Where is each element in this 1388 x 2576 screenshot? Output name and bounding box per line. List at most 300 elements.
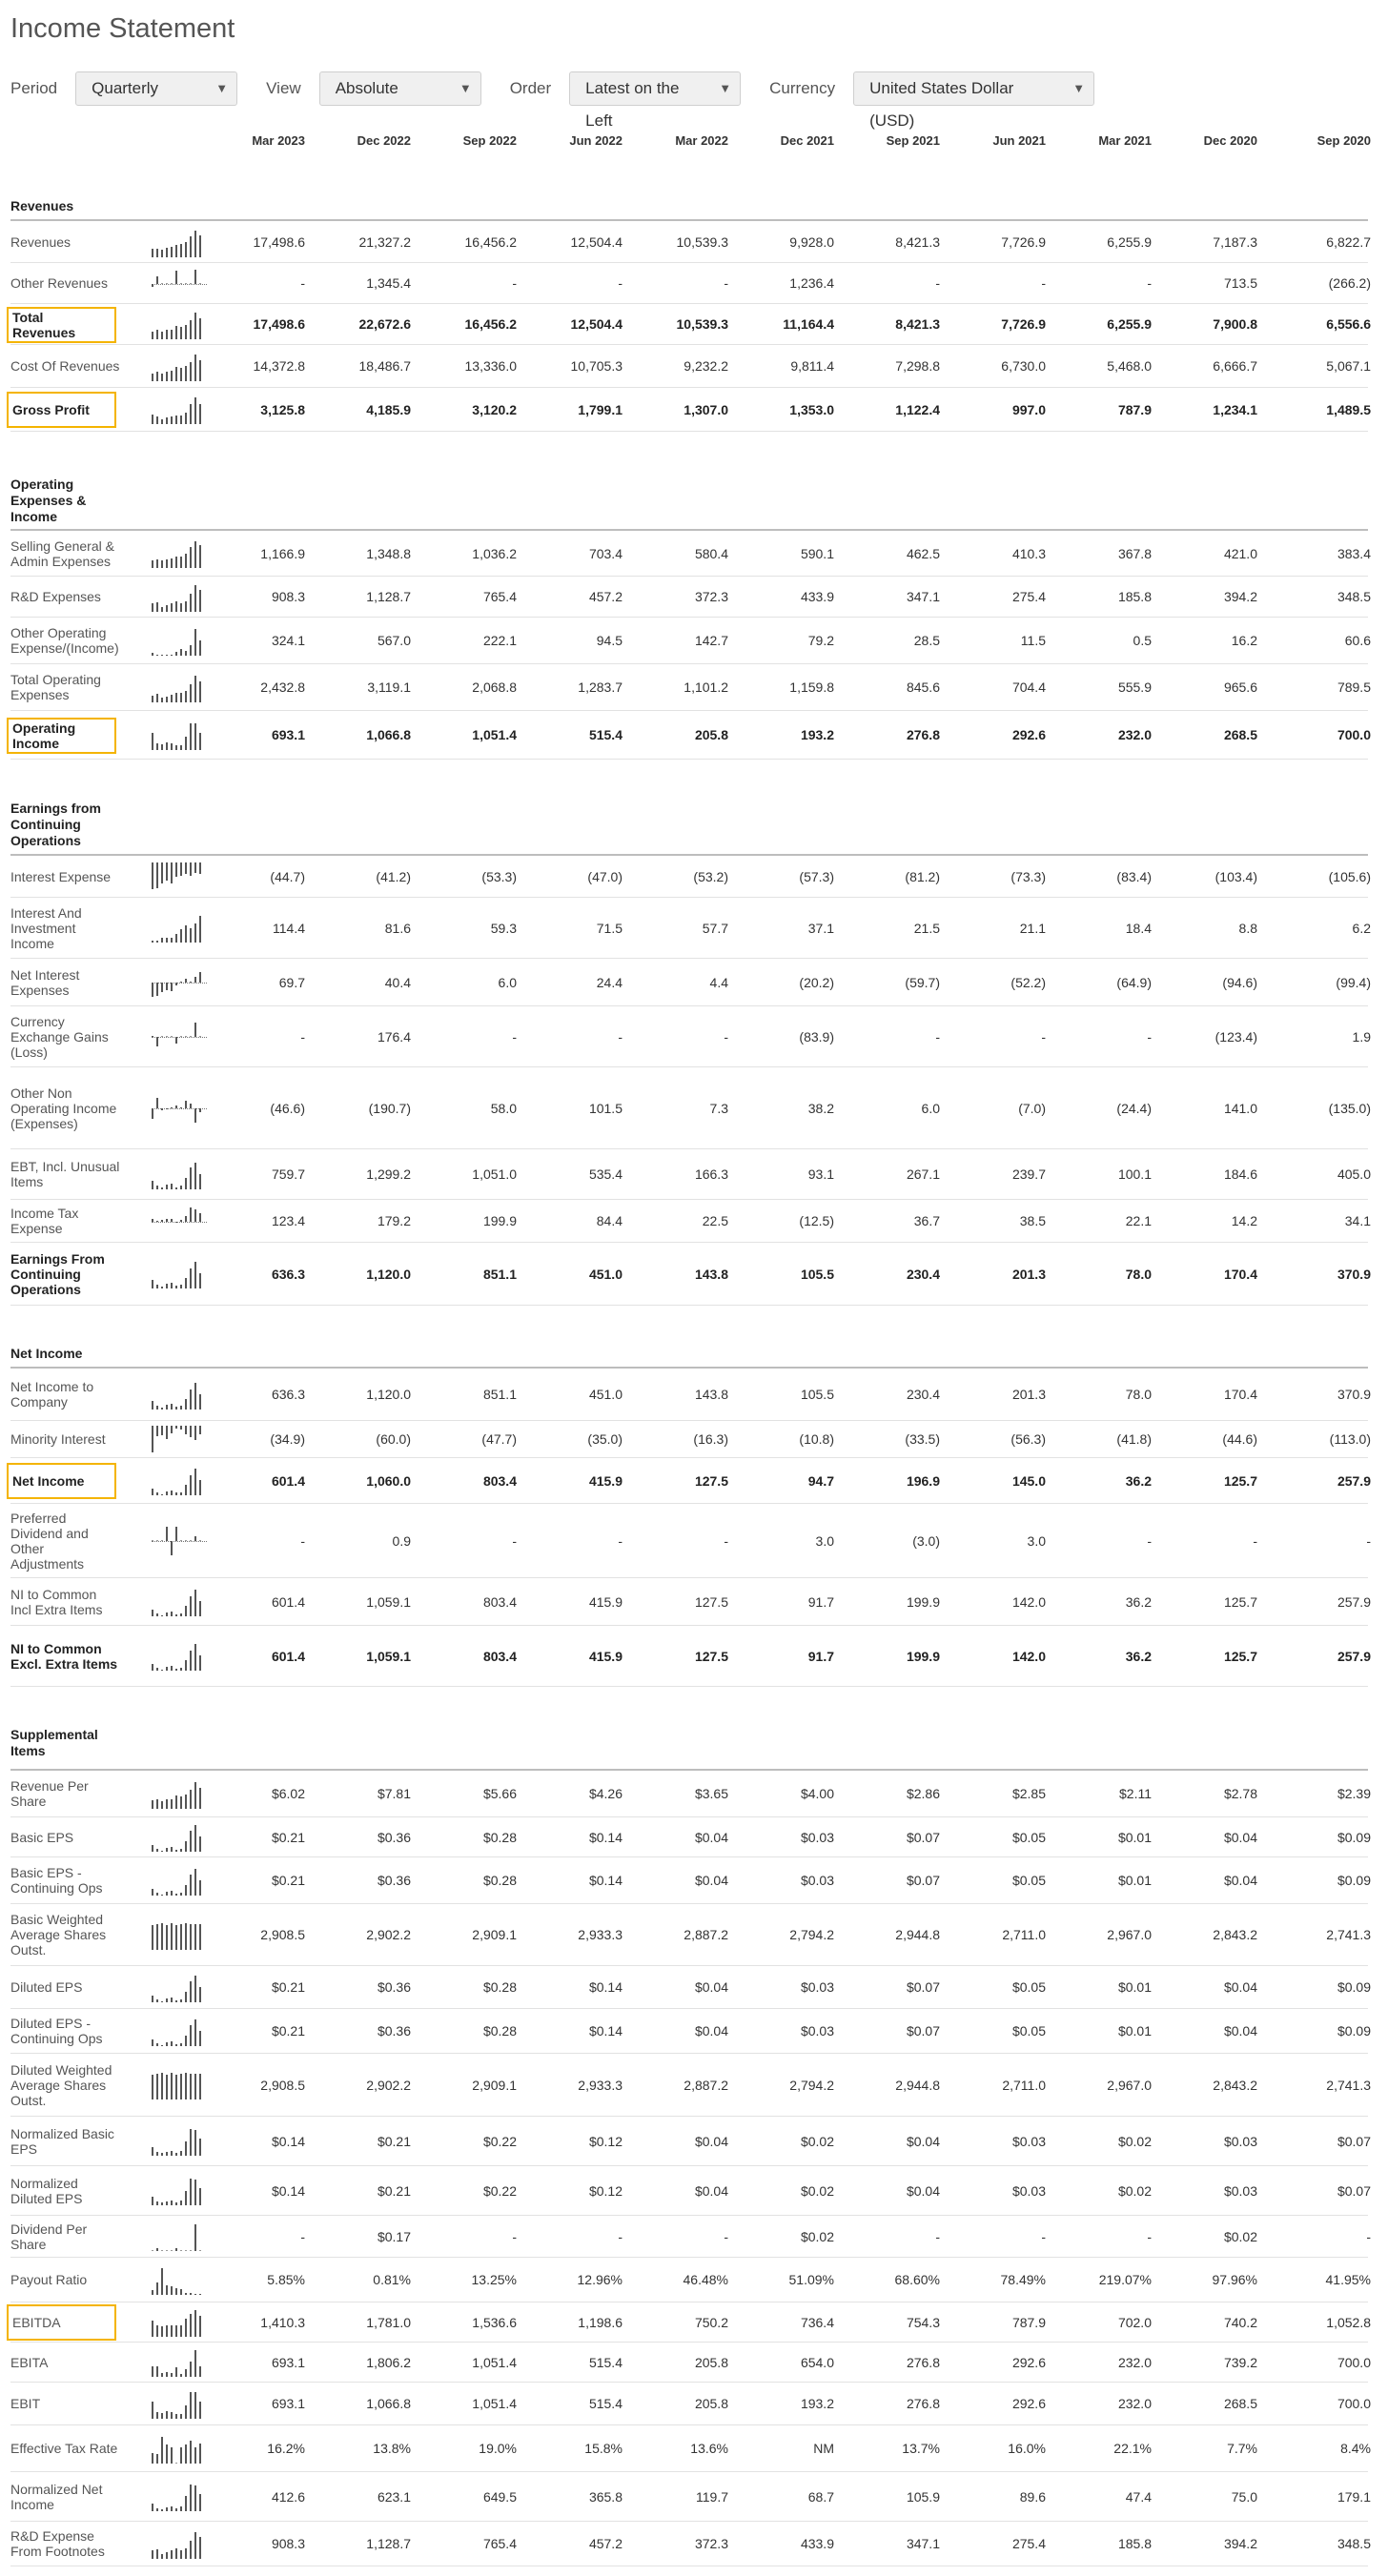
sparkline-bar: [180, 416, 182, 424]
table-cell: 415.9: [588, 1472, 623, 1489]
sparkline-bar: [175, 934, 177, 943]
row-label[interactable]: [10, 2343, 120, 2382]
sparkline-bar: [156, 2248, 158, 2251]
sparkline-bar: [166, 1219, 168, 1222]
table-cell: -: [724, 2228, 728, 2244]
table-cell: (94.6): [1222, 974, 1257, 990]
sparkline-bar: [166, 862, 168, 881]
row-label[interactable]: [10, 1369, 120, 1420]
sparkline-bar: [161, 1220, 163, 1222]
table-cell: 1,299.2: [366, 1166, 411, 1182]
column-header[interactable]: Dec 2020: [1203, 133, 1257, 148]
row-label[interactable]: [10, 1817, 120, 1856]
table-row: [10, 1771, 1371, 1817]
sparkline-bar: [161, 983, 163, 992]
control-label-order: Order: [509, 79, 552, 97]
row-label[interactable]: [10, 2383, 120, 2424]
sparkline-bar: [171, 2373, 173, 2377]
sparkline-bar: [152, 2250, 153, 2251]
sparkline-bar: [180, 1036, 182, 1037]
sparkline[interactable]: [152, 2127, 207, 2156]
row-label-text: Selling General & Admin Expenses: [10, 538, 114, 569]
row-label[interactable]: [10, 664, 120, 710]
table-cell: 257.9: [1337, 1593, 1371, 1610]
row-label[interactable]: [10, 2258, 120, 2302]
row-label[interactable]: [10, 2472, 120, 2521]
table-cell: $0.01: [1117, 1979, 1152, 1995]
sparkline-bar: [180, 2151, 182, 2156]
sparkline-bar: [190, 723, 192, 750]
table-cell: 17,498.6: [253, 234, 305, 250]
column-header[interactable]: Dec 2022: [357, 133, 411, 148]
row-label[interactable]: [7, 1463, 116, 1499]
sparkline-bar: [171, 603, 173, 612]
sparkline-bar: [156, 1426, 158, 1436]
row-label[interactable]: [10, 2009, 120, 2053]
table-cell: (57.3): [799, 868, 834, 884]
table-cell: $0.05: [1011, 1873, 1046, 1888]
row-label[interactable]: [10, 2166, 120, 2215]
table-cell: $0.28: [482, 1979, 517, 1995]
row-label[interactable]: [10, 577, 120, 617]
sparkline[interactable]: [152, 1642, 207, 1671]
sparkline[interactable]: [152, 1780, 207, 1809]
table-row: [10, 1243, 1371, 1306]
sparkline-bar: [161, 1615, 163, 1616]
sparkline-bar: [180, 1285, 182, 1288]
sparkline[interactable]: [152, 2177, 207, 2205]
sparkline-bar: [194, 231, 196, 257]
row-label[interactable]: [7, 307, 116, 343]
table-cell: $0.03: [800, 2023, 834, 2038]
table-cell: (41.2): [376, 868, 411, 884]
sparkline-bar: [175, 2044, 177, 2046]
table-cell: 57.7: [702, 920, 728, 936]
row-label[interactable]: [7, 392, 116, 428]
sparkline-bar: [190, 2074, 192, 2099]
table-cell: 601.4: [271, 1648, 305, 1664]
sparkline-bar: [171, 2250, 173, 2251]
table-cell: 127.5: [694, 1472, 728, 1489]
column-header[interactable]: Mar 2022: [675, 133, 728, 148]
table-cell: 142.0: [1011, 1648, 1046, 1664]
table-cell: $0.21: [271, 1979, 305, 1995]
column-header[interactable]: Dec 2021: [780, 133, 834, 148]
sparkline-bar: [156, 1221, 158, 1222]
table-cell: 123.4: [271, 1213, 305, 1228]
row-label[interactable]: [10, 1904, 120, 1965]
table-cell: 199.9: [906, 1648, 940, 1664]
sparkline[interactable]: [152, 2390, 207, 2419]
sparkline-bar: [199, 2139, 201, 2156]
table-cell: 787.9: [1011, 2314, 1046, 2330]
sparkline[interactable]: [152, 1867, 207, 1896]
sparkline[interactable]: [152, 2266, 207, 2295]
sparkline[interactable]: [152, 2071, 207, 2099]
table-cell: 1,120.0: [366, 1266, 411, 1282]
sparkline[interactable]: [152, 1094, 207, 1123]
sparkline[interactable]: [152, 1161, 207, 1189]
table-cell: -: [618, 1028, 623, 1045]
sparkline[interactable]: [152, 2348, 207, 2377]
table-cell: $0.02: [800, 2228, 834, 2244]
table-row: [10, 388, 1371, 432]
row-label[interactable]: [10, 1149, 120, 1199]
sparkline[interactable]: [152, 1527, 207, 1555]
table-cell: 60.6: [1344, 633, 1371, 648]
row-label[interactable]: [10, 2054, 120, 2116]
table-row: [10, 664, 1371, 711]
sparkline-bar: [166, 372, 168, 381]
sparkline[interactable]: [152, 627, 207, 656]
table-cell: (56.3): [1010, 1431, 1046, 1447]
sparkline-bar: [152, 983, 153, 997]
sparkline-bar: [185, 601, 187, 612]
row-label[interactable]: [10, 1504, 120, 1577]
sparkline-axis: [152, 1222, 207, 1223]
sparkline-bar: [166, 2507, 168, 2511]
table-cell: 114.4: [273, 920, 305, 936]
table-cell: 370.9: [1337, 1266, 1371, 1282]
table-cell: (10.8): [799, 1431, 834, 1447]
sparkline[interactable]: [152, 396, 207, 424]
row-label[interactable]: [10, 1067, 120, 1148]
sparkline-bar: [166, 2444, 168, 2464]
row-label[interactable]: [10, 1771, 120, 1816]
table-cell: 2,741.3: [1326, 2077, 1371, 2093]
sparkline[interactable]: [152, 2222, 207, 2251]
sparkline-bar: [175, 2000, 177, 2002]
sparkline-bar: [175, 326, 177, 339]
sparkline-bar: [152, 1610, 153, 1616]
sparkline[interactable]: [152, 1467, 207, 1495]
sparkline[interactable]: [152, 2530, 207, 2559]
view-select[interactable]: [319, 71, 481, 106]
table-cell: 24.4: [596, 974, 623, 990]
row-label[interactable]: [10, 856, 120, 897]
row-label[interactable]: [10, 2117, 120, 2165]
table-cell: 515.4: [588, 2396, 623, 2411]
sparkline-bar: [156, 2074, 158, 2099]
section-title: Earnings from Continuing Operations: [10, 801, 101, 848]
section-title: Operating Expenses & Income: [10, 477, 87, 524]
sparkline[interactable]: [152, 2308, 207, 2337]
table-cell: $0.04: [694, 2023, 728, 2038]
sparkline-bar: [194, 2180, 196, 2205]
row-label[interactable]: [10, 1200, 120, 1242]
table-cell: (190.7): [368, 1100, 411, 1116]
table-cell: 201.3: [1011, 1387, 1046, 1402]
sparkline-bar: [180, 1613, 182, 1616]
table-cell: $2.86: [906, 1786, 940, 1801]
table-cell: 6.2: [1352, 920, 1371, 936]
table-row: [10, 1369, 1371, 1421]
table-cell: $0.28: [482, 1873, 517, 1888]
sparkline-bar: [194, 676, 196, 702]
table-cell: 590.1: [800, 545, 834, 561]
sparkline[interactable]: [152, 1921, 207, 1950]
table-cell: $0.21: [271, 2023, 305, 2038]
table-cell: 693.1: [271, 2354, 305, 2370]
sparkline-bar: [199, 2402, 201, 2419]
sparkline-bar: [166, 1799, 168, 1809]
sparkline-bar: [175, 1187, 177, 1189]
sparkline[interactable]: [152, 2018, 207, 2046]
sparkline-bar: [161, 419, 163, 424]
sparkline[interactable]: [152, 1023, 207, 1051]
table-cell: $0.21: [271, 1829, 305, 1845]
sparkline[interactable]: [152, 674, 207, 702]
table-cell: 219.07%: [1098, 2272, 1152, 2287]
table-cell: 1,536.6: [472, 2314, 517, 2330]
table-cell: 451.0: [588, 1387, 623, 1402]
sparkline-bar: [185, 1426, 187, 1434]
row-label[interactable]: [10, 222, 120, 262]
column-header[interactable]: Mar 2021: [1098, 133, 1152, 148]
sparkline[interactable]: [152, 229, 207, 257]
sparkline-bar: [171, 416, 173, 424]
sparkline-bar: [171, 1491, 173, 1495]
table-cell: 22.1: [1125, 1213, 1152, 1228]
sparkline-bar: [199, 404, 201, 424]
row-label[interactable]: [10, 2522, 120, 2566]
table-cell: 36.2: [1125, 1648, 1152, 1664]
table-cell: (60.0): [376, 1431, 411, 1447]
sparkline-bar: [171, 695, 173, 702]
table-cell: 372.3: [694, 589, 728, 604]
period-select[interactable]: [75, 71, 237, 106]
sparkline-bar: [156, 983, 158, 996]
row-label-text: Payout Ratio: [10, 2272, 88, 2287]
table-cell: 410.3: [1011, 545, 1046, 561]
sparkline-bar: [152, 1401, 153, 1410]
table-row: [10, 304, 1371, 345]
section-title: Supplemental Items: [10, 1727, 98, 1758]
table-cell: $0.04: [694, 1873, 728, 1888]
table-cell: (123.4): [1214, 1028, 1257, 1045]
table-cell: $2.11: [1119, 1786, 1152, 1801]
table-cell: 166.3: [694, 1166, 728, 1182]
table-row: [10, 263, 1371, 304]
sparkline-bar: [185, 1841, 187, 1852]
sparkline-bar: [171, 1891, 173, 1896]
sparkline-bar: [161, 1287, 163, 1288]
row-label-text: Diluted EPS - Continuing Ops: [10, 2016, 103, 2046]
table-cell: 205.8: [694, 727, 728, 742]
table-cell: $0.36: [377, 1979, 411, 1995]
sparkline-bar: [199, 2294, 201, 2295]
table-cell: 7,726.9: [1001, 316, 1046, 332]
sparkline-bar: [166, 2325, 168, 2337]
table-cell: 276.8: [906, 2354, 940, 2370]
row-label[interactable]: [10, 345, 120, 387]
table-cell: 1,307.0: [684, 401, 728, 417]
sparkline-bar: [190, 236, 192, 257]
sparkline-bar: [185, 2548, 187, 2559]
sparkline[interactable]: [152, 1260, 207, 1288]
table-cell: 700.0: [1337, 727, 1371, 742]
row-label-text: Interest And Investment Income: [10, 904, 82, 951]
table-cell: (41.8): [1116, 1431, 1152, 1447]
row-label-text: Revenue Per Share: [10, 1778, 89, 1809]
table-cell: 10,705.3: [570, 358, 623, 374]
column-header[interactable]: Sep 2020: [1317, 133, 1371, 148]
table-cell: 412.6: [271, 2488, 305, 2505]
row-label[interactable]: [10, 959, 120, 1005]
sparkline-bar: [175, 2548, 177, 2559]
table-cell: 803.4: [482, 1472, 517, 1489]
table-cell: -: [618, 275, 623, 291]
sparkline-bar: [152, 415, 153, 424]
row-label[interactable]: [10, 2216, 120, 2257]
table-cell: 754.3: [906, 2314, 940, 2330]
table-cell: 2,902.2: [366, 1927, 411, 1942]
sparkline-bar: [152, 1540, 153, 1541]
row-label[interactable]: [10, 1857, 120, 1903]
table-cell: 17,498.6: [253, 316, 305, 332]
column-header[interactable]: Mar 2023: [252, 133, 305, 148]
row-label[interactable]: [10, 1421, 120, 1457]
table-cell: -: [1366, 2228, 1371, 2244]
table-cell: 1,036.2: [472, 545, 517, 561]
sparkline-bar: [161, 560, 163, 568]
sparkline-bar: [161, 2413, 163, 2419]
sparkline-bar: [166, 742, 168, 750]
table-cell: 91.7: [807, 1648, 834, 1664]
table-cell: (52.2): [1010, 974, 1046, 990]
sparkline[interactable]: [152, 353, 207, 381]
sparkline-bar: [190, 2314, 192, 2337]
table-cell: 3,119.1: [367, 679, 411, 695]
table-cell: 276.8: [906, 727, 940, 742]
table-cell: $0.03: [800, 1873, 834, 1888]
table-cell: 1,059.1: [366, 1648, 411, 1664]
sparkline[interactable]: [152, 270, 207, 298]
sparkline[interactable]: [152, 2483, 207, 2511]
sparkline[interactable]: [152, 914, 207, 943]
row-label[interactable]: [10, 1966, 120, 2008]
sparkline-bar: [199, 1880, 201, 1896]
row-label[interactable]: [10, 1626, 120, 1686]
order-select[interactable]: [569, 71, 741, 130]
row-label-text: Basic EPS - Continuing Ops: [10, 1865, 103, 1896]
sparkline[interactable]: [152, 583, 207, 612]
sparkline-bar: [180, 2447, 182, 2464]
sparkline[interactable]: [152, 1823, 207, 1852]
sparkline[interactable]: [152, 968, 207, 997]
sparkline-bar: [161, 2045, 163, 2046]
sparkline[interactable]: [152, 2435, 207, 2464]
sparkline-bar: [185, 862, 187, 874]
column-header[interactable]: Sep 2021: [886, 133, 940, 148]
table-cell: -: [1041, 2228, 1046, 2244]
table-cell: 457.2: [588, 2536, 623, 2551]
sparkline[interactable]: [152, 1426, 207, 1454]
table-cell: $0.12: [588, 2133, 623, 2149]
currency-select[interactable]: [853, 71, 1094, 130]
row-label[interactable]: [10, 2425, 120, 2471]
row-label[interactable]: [10, 1578, 120, 1625]
table-cell: -: [1147, 275, 1152, 291]
sparkline-bar: [194, 723, 196, 750]
sparkline-bar: [185, 283, 187, 284]
row-label[interactable]: [10, 898, 120, 958]
sparkline-bar: [185, 325, 187, 339]
row-label-text: Effective Tax Rate: [10, 2441, 118, 2456]
row-label[interactable]: [10, 618, 120, 663]
sparkline-bar: [180, 2043, 182, 2046]
sparkline[interactable]: [152, 1207, 207, 1236]
sparkline-bar: [175, 1925, 177, 1950]
chevron-down-icon: ▼: [459, 81, 472, 95]
sparkline-bar: [194, 1590, 196, 1616]
sparkline[interactable]: [152, 862, 207, 891]
table-cell: $0.36: [377, 1829, 411, 1845]
table-cell: 196.9: [906, 1472, 940, 1489]
table-cell: 11.5: [1020, 633, 1046, 648]
sparkline-bar: [199, 681, 201, 702]
table-cell: 13.25%: [471, 2272, 517, 2287]
table-cell: 105.9: [906, 2488, 940, 2505]
sparkline-bar: [171, 1998, 173, 2002]
row-label[interactable]: [10, 263, 120, 303]
table-cell: $0.04: [694, 1979, 728, 1995]
sparkline[interactable]: [152, 311, 207, 339]
column-header[interactable]: Jun 2022: [569, 133, 623, 148]
row-label[interactable]: [10, 1006, 120, 1066]
sparkline-bar: [185, 651, 187, 656]
row-label-text: Income Tax Expense: [10, 1206, 79, 1236]
sparkline[interactable]: [152, 1974, 207, 2002]
table-cell: -: [512, 2228, 517, 2244]
sparkline-bar: [194, 585, 196, 612]
view-select-value: Absolute: [335, 79, 398, 97]
row-label-text: Net Income: [12, 1473, 85, 1489]
sparkline-bar: [161, 1801, 163, 1809]
sparkline-bar: [156, 330, 158, 339]
row-label-text: Diluted Weighted Average Shares Outst.: [10, 2061, 112, 2108]
sparkline[interactable]: [152, 539, 207, 568]
sparkline-bar: [199, 640, 201, 656]
sparkline[interactable]: [152, 721, 207, 750]
sparkline-bar: [190, 594, 192, 612]
row-label-text: NI to Common Incl Extra Items: [10, 1586, 103, 1617]
table-cell: $0.14: [271, 2133, 305, 2149]
table-cell: 84.4: [596, 1213, 623, 1228]
sparkline-bar: [180, 1540, 182, 1541]
table-cell: 394.2: [1223, 2536, 1257, 2551]
table-cell: 275.4: [1011, 2536, 1046, 2551]
sparkline-bar: [152, 2504, 153, 2511]
table-cell: -: [300, 1028, 305, 1045]
sparkline-bar: [180, 2325, 182, 2337]
table-cell: 268.5: [1223, 2396, 1257, 2411]
row-label[interactable]: [10, 531, 120, 576]
sparkline[interactable]: [152, 1381, 207, 1410]
column-header[interactable]: Sep 2022: [462, 133, 517, 148]
table-cell: $0.02: [800, 2133, 834, 2149]
sparkline-bar: [171, 1923, 173, 1950]
sparkline[interactable]: [152, 1588, 207, 1616]
table-cell: 14.2: [1231, 1213, 1257, 1228]
row-label[interactable]: [7, 2304, 116, 2341]
row-label[interactable]: [7, 718, 116, 754]
table-cell: 1,051.4: [472, 2396, 517, 2411]
table-cell: $2.85: [1011, 1786, 1046, 1801]
column-header[interactable]: Jun 2021: [992, 133, 1046, 148]
row-label[interactable]: [10, 1243, 120, 1305]
table-cell: 1,128.7: [366, 589, 411, 604]
